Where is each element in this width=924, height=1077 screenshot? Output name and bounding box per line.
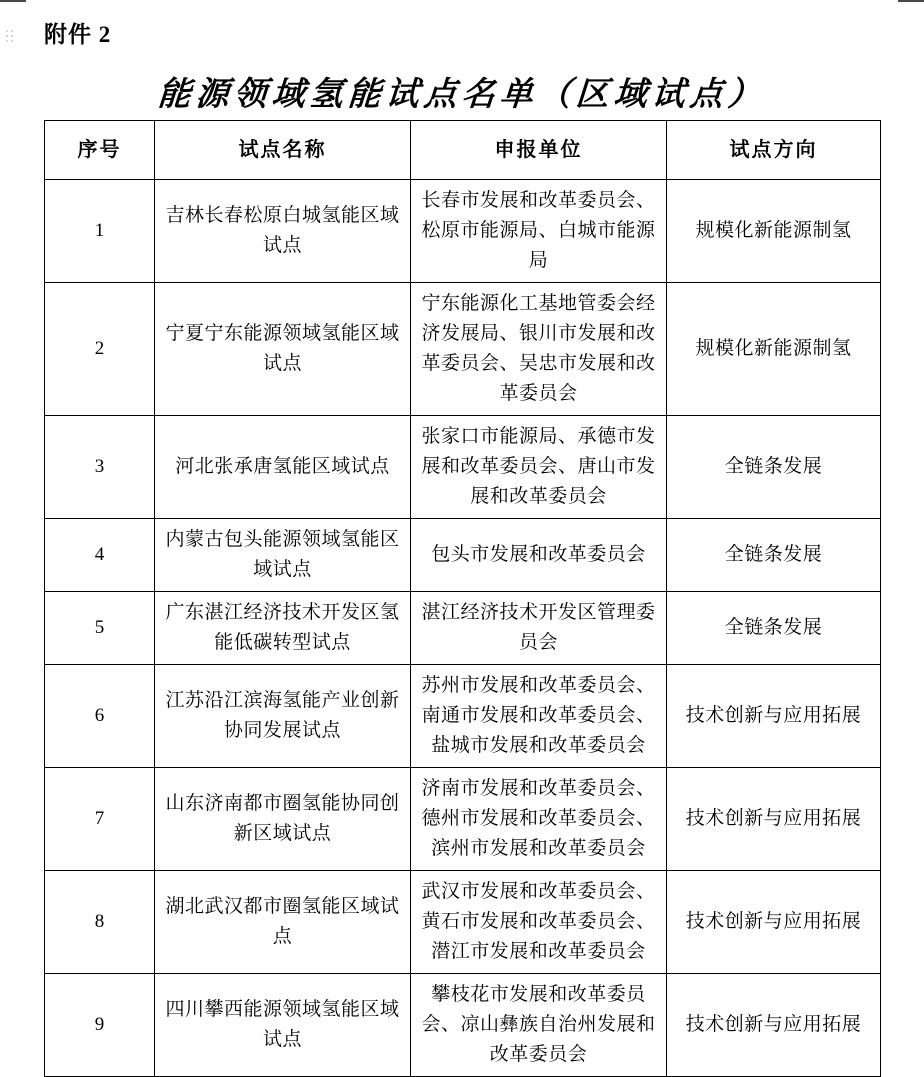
table-row	[45, 592, 881, 665]
cell-direction: 全链条发展	[667, 416, 881, 519]
cell-no: 1	[45, 180, 155, 283]
cell-direction: 全链条发展	[667, 592, 881, 665]
attachment-label: 附件 2	[44, 22, 112, 47]
table-header-row	[45, 121, 881, 180]
cell-direction: 技术创新与应用拓展	[667, 974, 881, 1077]
table-row	[45, 768, 881, 871]
cell-no: 5	[45, 592, 155, 665]
cell-unit: 湛江经济技术开发区管理委员会	[411, 592, 667, 665]
cell-name: 宁夏宁东能源领域氢能区域试点	[155, 283, 411, 416]
cell-name: 广东湛江经济技术开发区氢能低碳转型试点	[155, 592, 411, 665]
cell-no: 7	[45, 768, 155, 871]
cell-no: 6	[45, 665, 155, 768]
column-header-no: 序号	[45, 121, 155, 180]
cell-name: 江苏沿江滨海氢能产业创新协同发展试点	[155, 665, 411, 768]
cell-no: 3	[45, 416, 155, 519]
cell-unit: 张家口市能源局、承德市发展和改革委员会、唐山市发展和改革委员会	[411, 416, 667, 519]
cell-no: 2	[45, 283, 155, 416]
cell-unit: 武汉市发展和改革委员会、黄石市发展和改革委员会、潜江市发展和改革委员会	[411, 871, 667, 974]
cell-direction: 技术创新与应用拓展	[667, 768, 881, 871]
cell-direction: 规模化新能源制氢	[667, 283, 881, 416]
pilot-list-table	[44, 120, 881, 1077]
table-row	[45, 974, 881, 1077]
table-row	[45, 871, 881, 974]
cell-no: 8	[45, 871, 155, 974]
cell-name: 吉林长春松原白城氢能区域试点	[155, 180, 411, 283]
cell-name: 河北张承唐氢能区域试点	[155, 416, 411, 519]
cell-direction: 技术创新与应用拓展	[667, 871, 881, 974]
cell-name: 内蒙古包头能源领域氢能区域试点	[155, 519, 411, 592]
table-row	[45, 180, 881, 283]
cell-unit: 攀枝花市发展和改革委员会、凉山彝族自治州发展和改革委员会	[411, 974, 667, 1077]
cell-unit: 宁东能源化工基地管委会经济发展局、银川市发展和改革委员会、吴忠市发展和改革委员会	[411, 283, 667, 416]
column-header-unit: 申报单位	[411, 121, 667, 180]
cell-no: 4	[45, 519, 155, 592]
cell-unit: 济南市发展和改革委员会、德州市发展和改革委员会、滨州市发展和改革委员会	[411, 768, 667, 871]
cell-unit: 长春市发展和改革委员会、松原市能源局、白城市能源局	[411, 180, 667, 283]
page-top-rule-right	[898, 0, 924, 2]
table-row	[45, 416, 881, 519]
cell-name: 四川攀西能源领域氢能区域试点	[155, 974, 411, 1077]
cell-direction: 技术创新与应用拓展	[667, 665, 881, 768]
cell-name: 山东济南都市圈氢能协同创新区域试点	[155, 768, 411, 871]
cell-name: 湖北武汉都市圈氢能区域试点	[155, 871, 411, 974]
table-row	[45, 665, 881, 768]
cell-no: 9	[45, 974, 155, 1077]
cell-unit: 包头市发展和改革委员会	[411, 519, 667, 592]
table-row	[45, 283, 881, 416]
page-title: 能源领域氢能试点名单（区域试点）	[156, 74, 768, 113]
cell-direction: 全链条发展	[667, 519, 881, 592]
cell-direction: 规模化新能源制氢	[667, 180, 881, 283]
column-header-name: 试点名称	[155, 121, 411, 180]
cell-unit: 苏州市发展和改革委员会、南通市发展和改革委员会、盐城市发展和改革委员会	[411, 665, 667, 768]
page-drag-handle-icon[interactable]	[6, 30, 16, 48]
page-top-rule-left	[0, 0, 26, 2]
column-header-direction: 试点方向	[667, 121, 881, 180]
table-row	[45, 519, 881, 592]
